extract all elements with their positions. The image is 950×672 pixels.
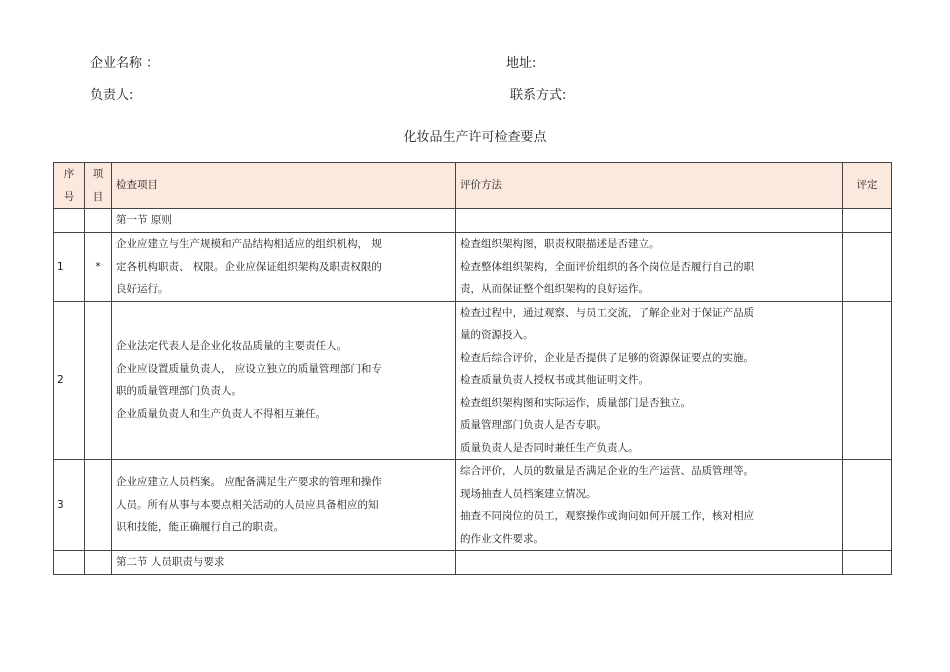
- header-seq-bottom: 号: [63, 190, 75, 203]
- section-row: [54, 209, 892, 233]
- header-item-bottom: 目: [92, 190, 104, 203]
- row-check-item: [112, 460, 456, 551]
- section-title: 第二节 人员职责与要求: [112, 551, 456, 575]
- section-seq-cell: [54, 551, 85, 575]
- section-title: 第一节 原则: [112, 209, 456, 233]
- check-line: 定各机构职责、 权限。企业应保证组织架构及职责权限的: [116, 260, 382, 273]
- header-seq-top: 序: [63, 168, 75, 180]
- row-seq: 3: [54, 460, 85, 551]
- row-score: [843, 233, 892, 302]
- check-line: 良好运行。: [116, 283, 169, 295]
- row-key-mark: [85, 460, 112, 551]
- check-line: 企业应建立人员档案。 应配备满足生产要求的管理和操作: [116, 476, 382, 489]
- company-name-label: 企业名称 ：: [90, 56, 160, 71]
- method-line: 量的资源投入。: [460, 329, 534, 341]
- header-seq: [54, 163, 85, 209]
- address-label: 地址:: [506, 56, 537, 71]
- section-score-cell: [843, 209, 892, 233]
- method-line: 责，从而保证整个组织架构的良好运作。: [460, 283, 649, 295]
- section-item-cell: [85, 551, 112, 575]
- header-item: [85, 163, 112, 209]
- row-score: [843, 460, 892, 551]
- row-method: [456, 460, 843, 551]
- table-row: [54, 301, 892, 460]
- contact-label: 联系方式:: [510, 88, 567, 103]
- method-line: 的作业文件要求。: [460, 532, 544, 545]
- section-score-cell: [843, 551, 892, 575]
- header-check: 检查项目: [112, 163, 456, 209]
- table-header-row: [54, 163, 892, 209]
- check-line: 识和技能，能正确履行自己的职责。: [116, 521, 284, 534]
- method-line: 检查整体组织架构，全面评价组织的各个岗位是否履行自己的职: [460, 260, 754, 273]
- method-line: 检查组织架构图，职责权限描述是否建立。: [460, 238, 660, 250]
- method-line: 质量负责人是否同时兼任生产负责人。: [460, 441, 639, 454]
- check-line: 企业应建立与生产规模和产品结构相适应的组织机构， 规: [116, 238, 382, 250]
- method-line: 现场抽查人员档案建立情况。: [460, 487, 597, 500]
- row-key-mark: [85, 301, 112, 460]
- section-seq-cell: [54, 209, 85, 233]
- check-line: 职的质量管理部门负责人。: [116, 385, 242, 398]
- check-line: 企业质量负责人和生产负责人不得相互兼任。: [116, 407, 326, 420]
- header-item-top: 项: [92, 168, 104, 180]
- header-score: 评定: [843, 163, 892, 209]
- section-method-cell: [456, 209, 843, 233]
- section-method-cell: [456, 551, 843, 575]
- section-item-cell: [85, 209, 112, 233]
- row-key-mark: *: [85, 233, 112, 302]
- person-in-charge-label: 负责人:: [90, 88, 134, 103]
- row-check-item: [112, 301, 456, 460]
- row-method: [456, 233, 843, 302]
- row-score: [843, 301, 892, 460]
- method-line: 抽查不同岗位的员工，观察操作或询问如何开展工作，核对相应: [460, 510, 754, 522]
- row-seq: 2: [54, 301, 85, 460]
- method-line: 检查质量负责人授权书或其他证明文件。: [460, 374, 649, 386]
- table-row: [54, 460, 892, 551]
- row-seq: 1: [54, 233, 85, 302]
- method-line: 检查过程中，通过观察、与员工交流，了解企业对于保证产品质: [460, 306, 754, 319]
- row-check-item: [112, 233, 456, 302]
- inspection-table: [53, 162, 892, 575]
- method-line: 检查组织架构图和实际运作，质量部门是否独立。: [460, 396, 691, 409]
- check-line: 企业法定代表人是企业化妆品质量的主要责任人。: [116, 340, 347, 353]
- table-row: [54, 233, 892, 302]
- section-row: [54, 551, 892, 575]
- document-title: 化妆品生产许可检查要点: [403, 130, 547, 145]
- method-line: 检查后综合评价，企业是否提供了足够的资源保证要点的实施。: [460, 351, 754, 364]
- check-line: 人员。所有从事与本要点相关活动的人员应具备相应的知: [116, 498, 379, 511]
- method-line: 综合评价，人员的数量是否满足企业的生产运营、品质管理等。: [460, 465, 754, 477]
- row-method: [456, 301, 843, 460]
- method-line: 质量管理部门负责人是否专职。: [460, 419, 607, 431]
- header-method: 评价方法: [456, 163, 843, 209]
- check-line: 企业应设置质量负责人， 应设立独立的质量管理部门和专: [116, 362, 382, 375]
